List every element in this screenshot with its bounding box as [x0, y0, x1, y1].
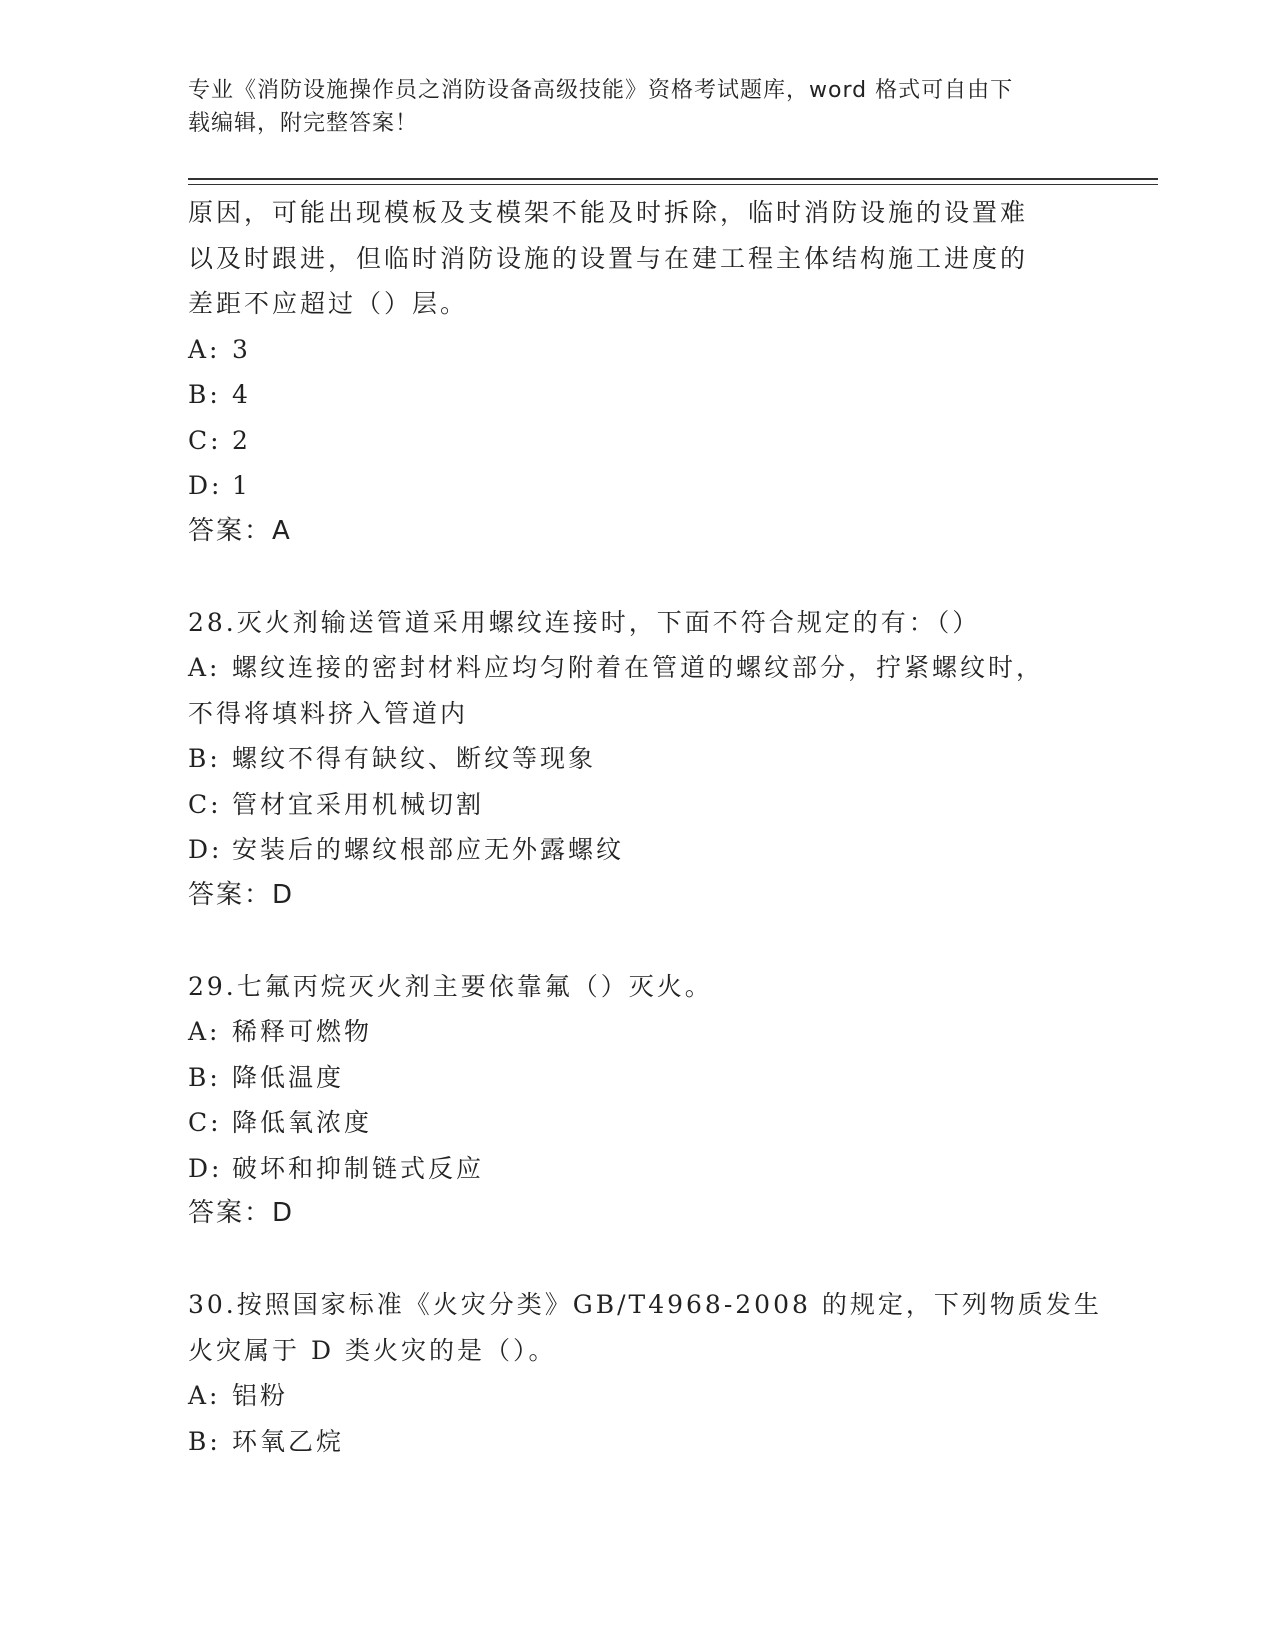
option-d	[188, 1146, 1068, 1192]
option-label: B:	[188, 744, 221, 773]
option-text: 螺纹连接的密封材料应均匀附着在管道的螺纹部分，拧紧螺纹时，	[232, 653, 1045, 682]
option-label: D:	[188, 471, 223, 500]
option-a	[188, 327, 1068, 373]
option-label: C:	[188, 789, 222, 819]
option-b	[188, 1419, 1068, 1465]
option-label: B:	[188, 1062, 221, 1092]
option-text: 铝粉	[232, 1381, 289, 1410]
option-b	[188, 1055, 1068, 1101]
question-29	[188, 964, 1068, 1237]
option-label: A:	[188, 653, 221, 682]
header-line-1: 专业《消防设施操作员之消防设备高级技能》资格考试题库，word 格式可自由下	[188, 78, 1014, 103]
option-b	[188, 372, 1068, 418]
option-c	[188, 782, 1068, 828]
spacer	[188, 918, 1068, 964]
option-text: 降低温度	[232, 1062, 345, 1092]
answer: 答案：D	[188, 879, 295, 910]
option-label: D:	[188, 835, 223, 864]
option-text: 3	[232, 334, 251, 364]
option-label: C:	[188, 425, 222, 455]
question-list	[188, 190, 1102, 1464]
option-d	[188, 463, 1068, 509]
header-line-2: 载编辑，附完整答案！	[188, 111, 419, 136]
option-b	[188, 736, 1068, 782]
option-c	[188, 418, 1068, 464]
option-text: 螺纹不得有缺纹、断纹等现象	[232, 744, 597, 773]
option-label: B:	[188, 1426, 221, 1456]
answer: 答案：A	[188, 515, 292, 546]
header-divider-thin	[188, 184, 1158, 185]
option-a-continued: 不得将填料挤入管道内	[188, 698, 469, 728]
question-text-line: 以及时跟进，但临时消防设施的设置与在建工程主体结构施工进度的	[188, 243, 1029, 273]
option-label: B:	[188, 380, 221, 409]
option-label: A:	[188, 334, 221, 364]
question-text-line: 原因，可能出现模板及支模架不能及时拆除，临时消防设施的设置难	[188, 198, 1029, 227]
header-divider-thick	[188, 178, 1158, 180]
question-text-line: 火灾属于 D 类火灾的是（）。	[188, 1335, 557, 1365]
option-text: 稀释可燃物	[232, 1017, 373, 1046]
document-header	[188, 74, 1068, 140]
option-label: C:	[188, 1108, 222, 1137]
question-text: 28.灭火剂输送管道采用螺纹连接时，下面不符合规定的有：（）	[188, 607, 981, 637]
option-text: 安装后的螺纹根部应无外露螺纹	[232, 835, 625, 864]
option-label: D:	[188, 1153, 223, 1183]
option-text: 降低氧浓度	[232, 1108, 373, 1137]
option-d	[188, 827, 1068, 873]
question-30	[188, 1282, 1102, 1464]
question-28	[188, 600, 1068, 919]
answer: 答案：D	[188, 1198, 295, 1228]
option-text: 管材宜采用机械切割	[232, 789, 485, 819]
option-a	[188, 1373, 1068, 1419]
question-text-line: 30.按照国家标准《火灾分类》GB/T4968-2008 的规定，下列物质发生	[188, 1290, 1102, 1319]
option-text: 2	[232, 425, 251, 455]
option-a	[188, 645, 1068, 691]
question-text-line: 差距不应超过（）层。	[188, 289, 469, 318]
option-label: A:	[188, 1017, 221, 1046]
option-text: 环氧乙烷	[232, 1426, 345, 1456]
question-text: 29.七氟丙烷灭火剂主要依靠氟（）灭火。	[188, 971, 713, 1001]
option-a	[188, 1009, 1068, 1055]
spacer	[188, 1237, 1068, 1283]
question-27	[188, 190, 1068, 554]
option-text: 破坏和抑制链式反应	[232, 1153, 485, 1183]
option-label: A:	[188, 1381, 221, 1410]
option-text: 1	[232, 471, 251, 500]
spacer	[188, 554, 1068, 600]
option-c	[188, 1100, 1068, 1146]
option-text: 4	[232, 380, 251, 409]
